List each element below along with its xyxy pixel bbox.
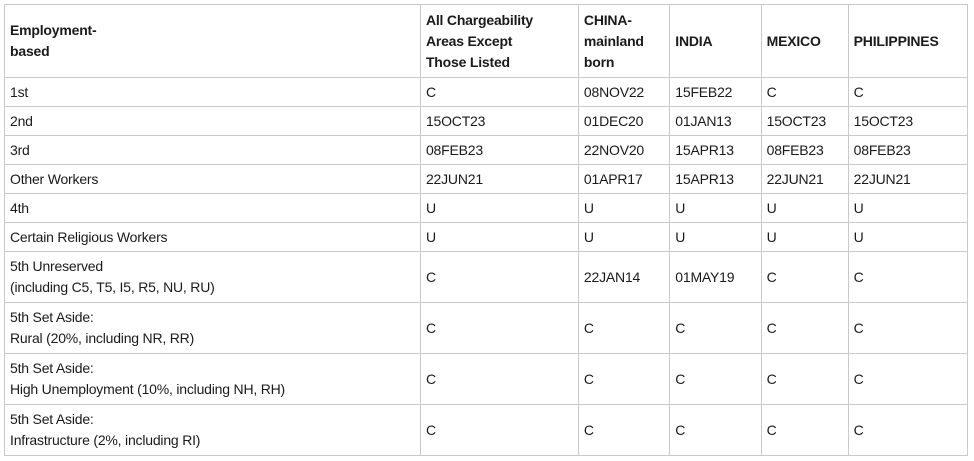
row-label bbox=[5, 165, 421, 194]
cell-all-areas: 22JUN21 bbox=[420, 165, 578, 194]
cell-mexico: C bbox=[761, 354, 848, 405]
cell-mexico: 08FEB23 bbox=[761, 136, 848, 165]
cell-mexico: U bbox=[761, 194, 848, 223]
header-philippines: PHILIPPINES bbox=[848, 5, 967, 78]
row-label bbox=[5, 252, 421, 303]
header-mexico: MEXICO bbox=[761, 5, 848, 78]
header-category bbox=[5, 5, 421, 78]
row-label bbox=[5, 194, 421, 223]
row-label-line: 5th Set Aside: bbox=[10, 360, 94, 376]
header-category-line: based bbox=[10, 43, 50, 59]
table-row bbox=[5, 107, 968, 136]
cell-china: 22JAN14 bbox=[578, 252, 669, 303]
cell-india: C bbox=[670, 405, 761, 456]
cell-philippines: U bbox=[848, 194, 967, 223]
row-label-line: 5th Unreserved bbox=[10, 258, 103, 274]
row-label-line: 5th Set Aside: bbox=[10, 309, 94, 325]
row-label-line: 2nd bbox=[10, 112, 33, 129]
table-header-row bbox=[5, 5, 968, 78]
cell-philippines: C bbox=[848, 354, 967, 405]
row-label-line: 5th Set Aside: bbox=[10, 411, 94, 427]
header-all-areas-line: Those Listed bbox=[425, 53, 510, 70]
cell-india: U bbox=[670, 223, 761, 252]
table-row bbox=[5, 165, 968, 194]
cell-mexico: U bbox=[761, 223, 848, 252]
cell-all-areas: C bbox=[420, 405, 578, 456]
cell-india: 01MAY19 bbox=[670, 252, 761, 303]
cell-china: 01APR17 bbox=[578, 165, 669, 194]
row-label-line: Certain Religious Workers bbox=[10, 228, 168, 245]
row-label-line: High Unemployment (10%, including NH, RH) bbox=[10, 381, 286, 397]
cell-india: 15APR13 bbox=[670, 136, 761, 165]
cell-philippines: C bbox=[848, 405, 967, 456]
row-label bbox=[5, 136, 421, 165]
cell-all-areas: U bbox=[420, 223, 578, 252]
header-china-line: CHINA- bbox=[583, 11, 632, 28]
cell-mexico: C bbox=[761, 78, 848, 107]
cell-philippines: 22JUN21 bbox=[848, 165, 967, 194]
cell-china: 08NOV22 bbox=[578, 78, 669, 107]
table-row bbox=[5, 303, 968, 354]
cell-china: 22NOV20 bbox=[578, 136, 669, 165]
employment-based-final-action-dates-table bbox=[4, 4, 968, 456]
table-row bbox=[5, 194, 968, 223]
cell-all-areas: C bbox=[420, 354, 578, 405]
row-label-line: 1st bbox=[10, 83, 29, 100]
row-label bbox=[5, 405, 421, 456]
row-label-line: Other Workers bbox=[10, 170, 99, 187]
cell-mexico: 15OCT23 bbox=[761, 107, 848, 136]
row-label bbox=[5, 303, 421, 354]
header-all-areas-line: Areas Except bbox=[425, 32, 513, 49]
cell-china: C bbox=[578, 405, 669, 456]
cell-china: U bbox=[578, 194, 669, 223]
table-row bbox=[5, 252, 968, 303]
row-label bbox=[5, 354, 421, 405]
row-label-line: 3rd bbox=[10, 141, 30, 158]
row-label-line: 4th bbox=[10, 199, 29, 216]
row-label-line: (including C5, T5, I5, R5, NU, RU) bbox=[10, 279, 215, 295]
cell-india: 15FEB22 bbox=[670, 78, 761, 107]
cell-mexico: C bbox=[761, 405, 848, 456]
header-china bbox=[578, 5, 669, 78]
cell-philippines: C bbox=[848, 78, 967, 107]
cell-china: C bbox=[578, 354, 669, 405]
cell-all-areas: U bbox=[420, 194, 578, 223]
header-category-line: Employment- bbox=[10, 22, 97, 38]
header-china-line: born bbox=[583, 53, 615, 70]
row-label-line: Rural (20%, including NR, RR) bbox=[10, 330, 195, 346]
cell-mexico: C bbox=[761, 303, 848, 354]
table-row bbox=[5, 136, 968, 165]
cell-china: C bbox=[578, 303, 669, 354]
cell-china: U bbox=[578, 223, 669, 252]
table-row bbox=[5, 78, 968, 107]
cell-philippines: 08FEB23 bbox=[848, 136, 967, 165]
table-row bbox=[5, 405, 968, 456]
cell-philippines: C bbox=[848, 303, 967, 354]
cell-india: 15APR13 bbox=[670, 165, 761, 194]
cell-mexico: C bbox=[761, 252, 848, 303]
cell-all-areas: 08FEB23 bbox=[420, 136, 578, 165]
cell-india: C bbox=[670, 354, 761, 405]
cell-india: 01JAN13 bbox=[670, 107, 761, 136]
cell-philippines: C bbox=[848, 252, 967, 303]
cell-mexico: 22JUN21 bbox=[761, 165, 848, 194]
row-label-line: Infrastructure (2%, including RI) bbox=[10, 432, 201, 448]
cell-all-areas: 15OCT23 bbox=[420, 107, 578, 136]
header-all-areas-line: All Chargeability bbox=[425, 11, 534, 28]
header-all-areas bbox=[420, 5, 578, 78]
visa-bulletin-table-container bbox=[4, 4, 968, 456]
table-row bbox=[5, 223, 968, 252]
table-row bbox=[5, 354, 968, 405]
cell-philippines: U bbox=[848, 223, 967, 252]
cell-india: U bbox=[670, 194, 761, 223]
cell-all-areas: C bbox=[420, 252, 578, 303]
cell-all-areas: C bbox=[420, 303, 578, 354]
cell-china: 01DEC20 bbox=[578, 107, 669, 136]
row-label bbox=[5, 107, 421, 136]
cell-philippines: 15OCT23 bbox=[848, 107, 967, 136]
cell-all-areas: C bbox=[420, 78, 578, 107]
row-label bbox=[5, 223, 421, 252]
row-label bbox=[5, 78, 421, 107]
header-india: INDIA bbox=[670, 5, 761, 78]
cell-india: C bbox=[670, 303, 761, 354]
header-china-line: mainland bbox=[583, 32, 644, 49]
